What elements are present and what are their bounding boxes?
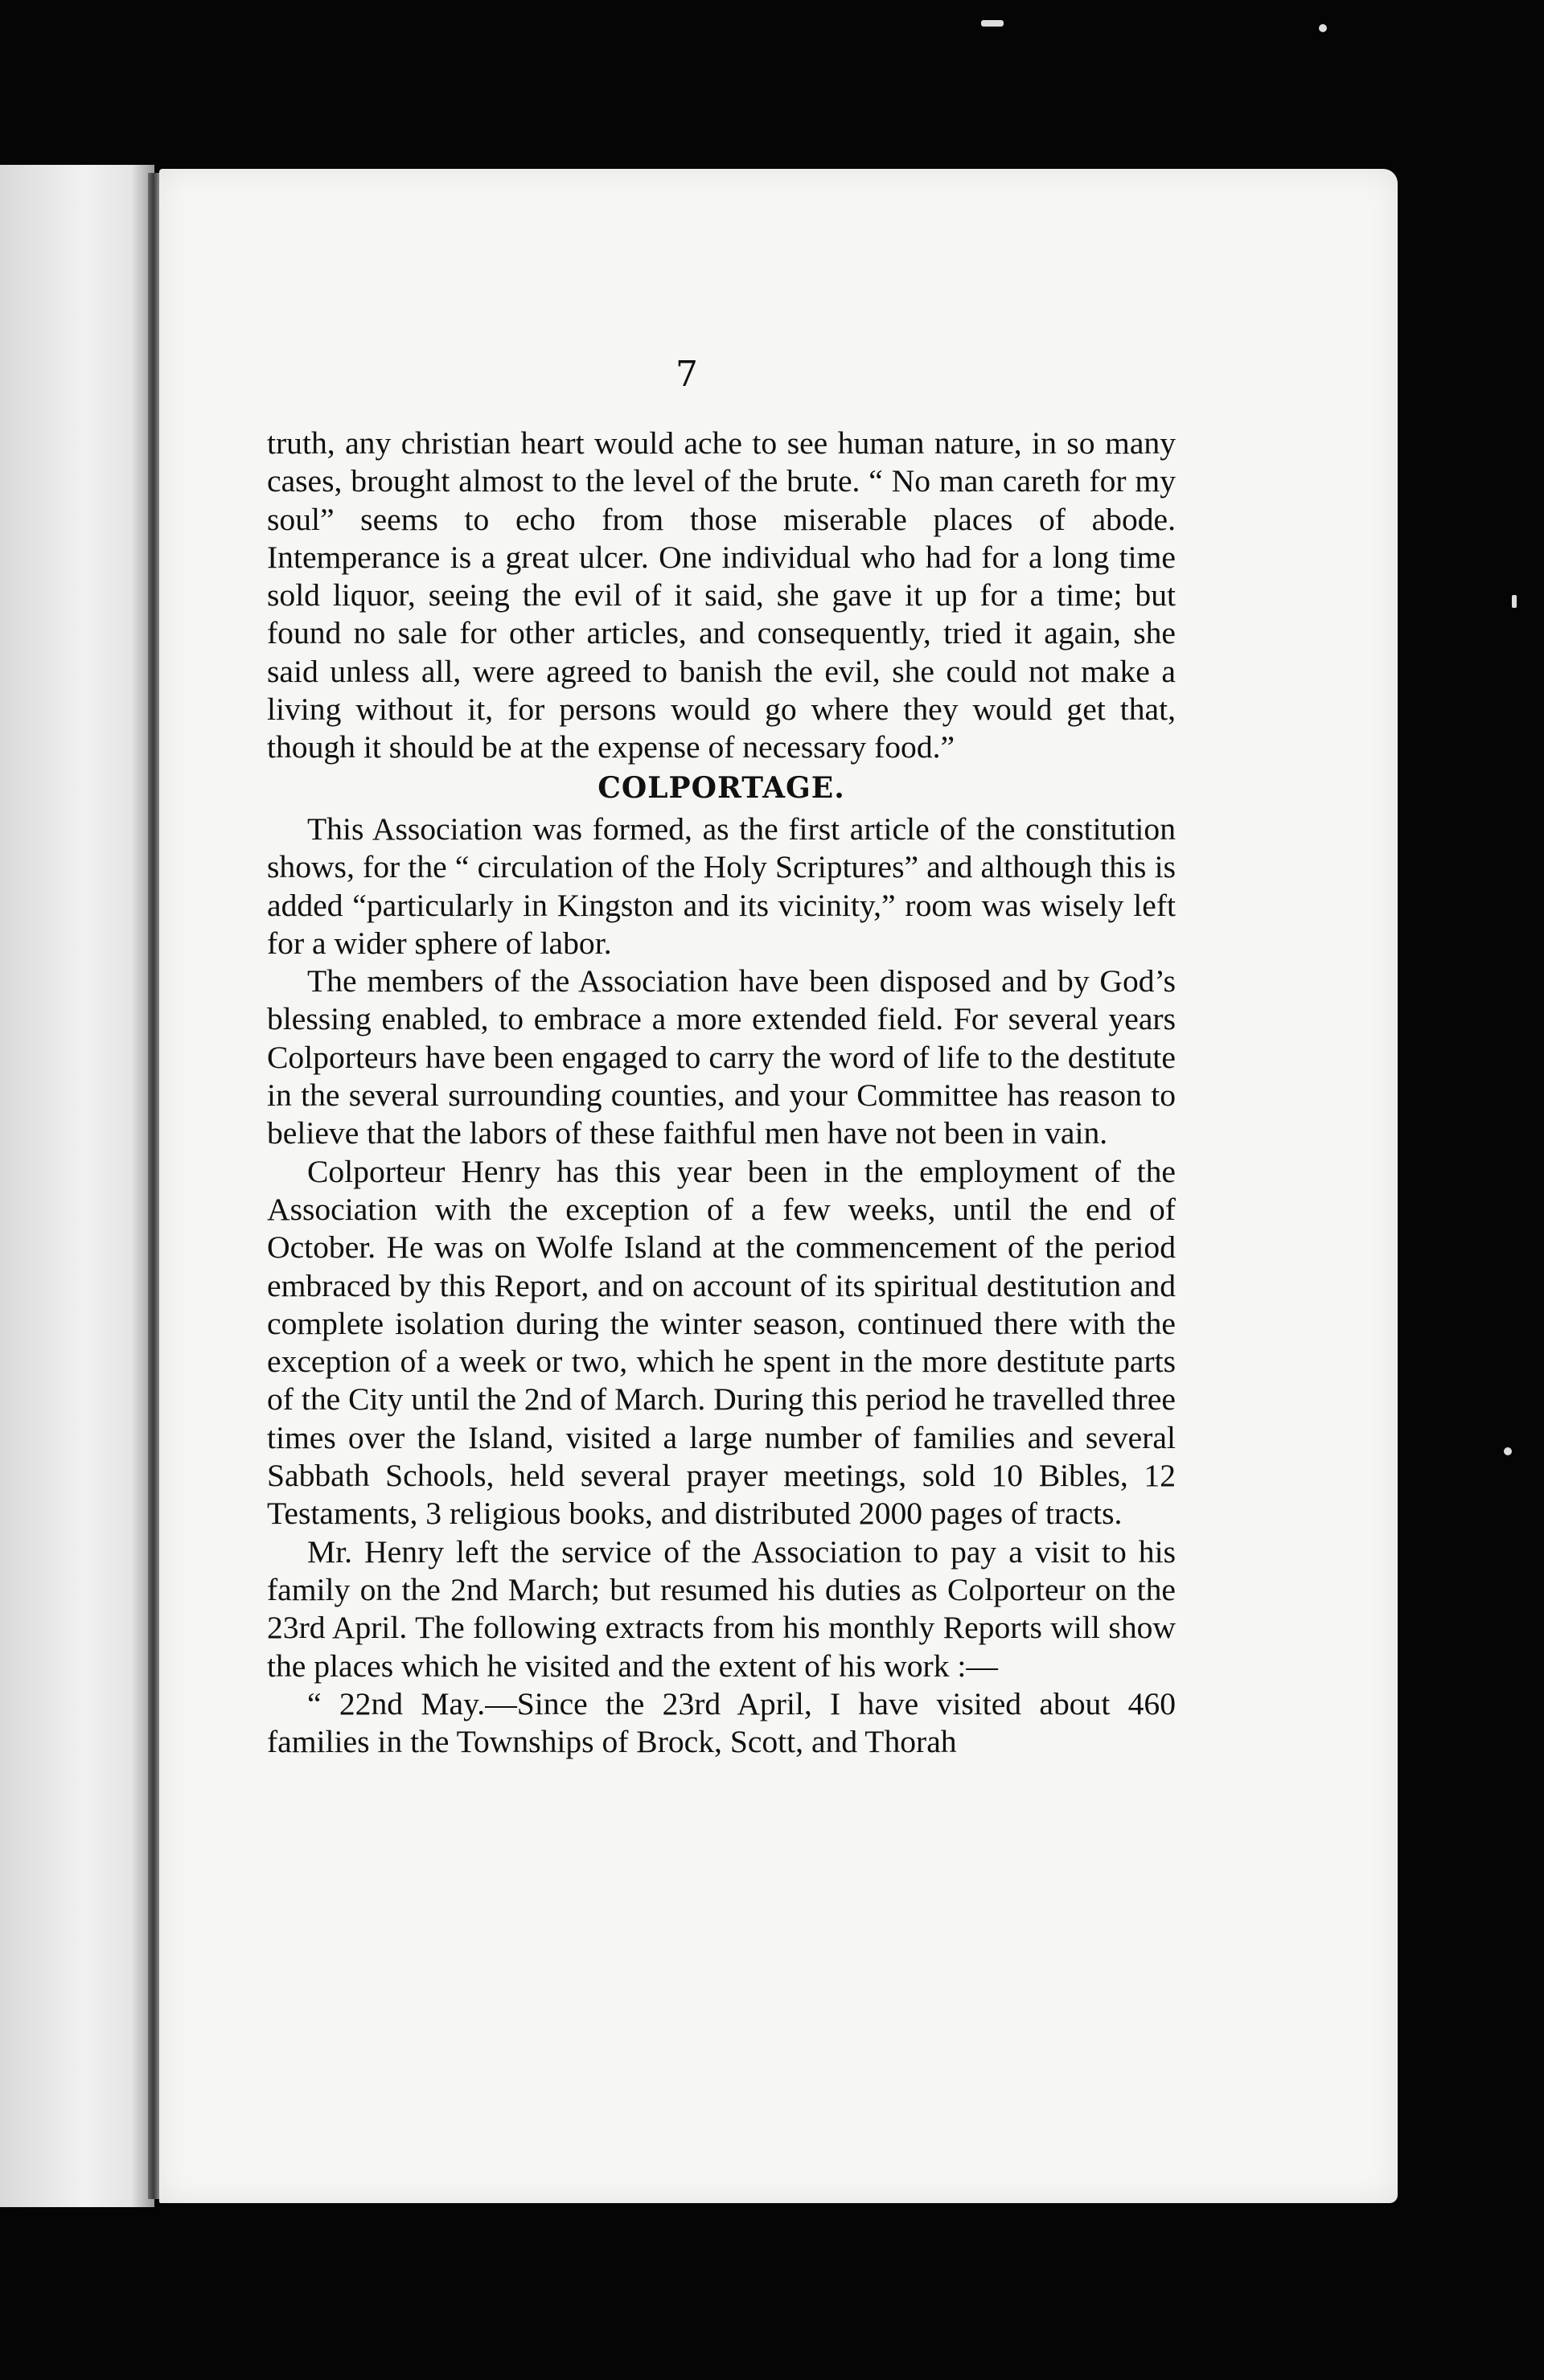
page-text [267, 425, 1176, 1761]
book-gutter [148, 173, 159, 2199]
paragraph-colporteur-henry: Colporteur Henry has this year been in the employment of the Association with the exception of a few weeks, until the end of October. He was on Wolfe Island at the commencement of the period embraced by this Report, and on account of its spiritual destitution and complete isolation during the winter season, continued there with the exception of a week or two, which he spent in the more destitute parts of the City until the 2nd of March. During this period he travelled three times over the Island, visited a large number of families and several Sabbath Schools, held several prayer meetings, sold 10 Bibles, 12 Testaments, 3 religious books, and distributed 2000 pages of tracts. [267, 1153, 1176, 1532]
paragraph-report-extract: “ 22nd May.—Since the 23rd April, I have visited about 460 families in the Townships of Brock, Scott, and Thorah [267, 1685, 1176, 1760]
paragraph-members: The members of the Association have been disposed and by God’s blessing enabled, to embrace a more extended field. For several years Colporteurs have been engaged to carry the word of life to the destitute in the several surrounding counties, and your Committee has reason to believe that the labors of these faithful men have not been in vain. [267, 963, 1176, 1151]
dust-speck [981, 20, 1004, 27]
facing-page-edge [0, 165, 154, 2207]
section-heading: COLPORTAGE. [597, 770, 845, 805]
continuation-paragraph: truth, any christian heart would ache to see human nature, in so many cases, brought almost to the level of the brute. “ No man careth for my soul” seems to echo from those miserable places of abode. Intemperance is a great ulcer. One individual who had for a long time sold liquor, seeing the evil of it said, she gave it up for a time; but found no sale for other articles, and consequently, tried it again, she said unless all, were agreed to banish the evil, she could not make a living without it, for persons would go where they would get that, though it should be at the expense of necessary food.” [267, 425, 1176, 765]
dust-speck [1319, 24, 1327, 32]
page-number: 7 [676, 354, 698, 395]
paragraph-formation: This Association was formed, as the first article of the constitution shows, for the “ circulation of the Holy Scriptures” and although this is added “particularly in Kingston and its vicinity,” room was wisely left for a wider sphere of labor. [267, 810, 1176, 961]
dust-speck [1512, 595, 1517, 608]
paragraph-mr-henry: Mr. Henry left the service of the Association to pay a visit to his family on the 2nd March; but resumed his duties as Colporteur on the 23rd April. The following extracts from his monthly Reports will show the places which he visited and the extent of his work :— [267, 1533, 1176, 1684]
dust-speck [1504, 1447, 1512, 1455]
